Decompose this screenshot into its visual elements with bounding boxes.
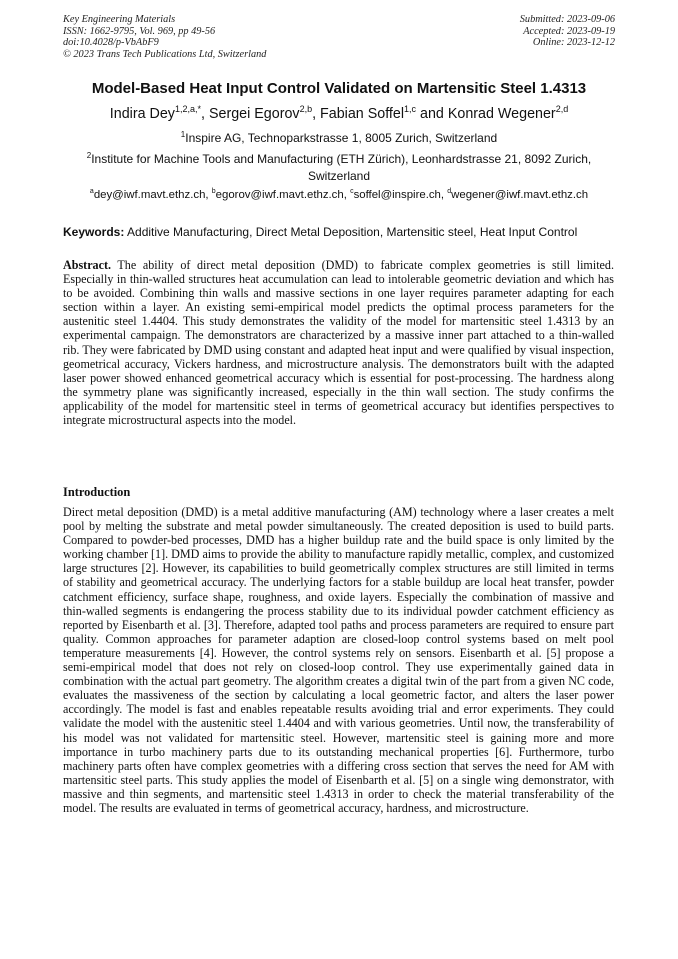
affiliation-text: Institute for Machine Tools and Manufacturing (ETH Zürich), Leonhardstrasse 21, 8092 Zurich, Switzerland [91, 152, 592, 183]
copyright-line: © 2023 Trans Tech Publications Ltd, Switzerland [63, 48, 267, 60]
author-affiliation-marker: 2,b [299, 104, 313, 115]
abstract-text: The ability of direct metal deposition (DMD) to fabricate complex geometries is still limited. Especially in thin-walled structures heat accumulation can lead to intolerable geometric deviation and which has to be avoided. Combining thin walls and massive sections in one layer requires parameter adapting for each section within a layer. An existing semi-empirical model predicts the optimal process parameters for the austenitic steel 1.4404. This study demonstrates the validity of the model for martensitic steel 1.4313 by an experimental campaign. The demonstrators are characterized by a massive inner part attached to a thin-walled rib. They were fabricated by DMD using constant and adapted heat input and were qualified by visual inspection, geometrical accuracy, Vickers hardness, and microstructure analysis. The demonstrators built with the adapted laser power showed enhanced geometrical accuracy which is essential for post-processing. The hardness along the symmetry plane was significantly increased, especially in the thin wall section. The study confirms the applicability of the model for martensitic steel in terms of geometrical accuracy but identifies perspectives to integrate microstructural aspects into the model. [63, 258, 614, 428]
submitted-date: Submitted: 2023-09-06 [519, 14, 615, 25]
paper-title: Model-Based Heat Input Control Validated on Martensitic Steel 1.4313 [91, 80, 587, 97]
author-name: Fabian Soffel [320, 106, 405, 122]
affiliation-2 [63, 151, 615, 184]
email-list: $^a$dey@iwf.mavt.ethz.ch, $^b$egorov@iwf.mavt.ethz.ch, $^c$soffel@inspire.ch, $^d$wegener@iwf.mavt.ethz.ch [89, 188, 589, 201]
affiliation-text: Inspire AG, Technoparkstrasse 1, 8005 Zurich, Switzerland [185, 131, 498, 145]
author-affiliation-marker: 2,d [555, 104, 569, 115]
issn-line: ISSN: 1662-9795, Vol. 969, pp 49-56 [63, 25, 216, 37]
introduction-text: Direct metal deposition (DMD) is a metal additive manufacturing (AM) technology where a laser creates a melt pool by melting the substrate and metal powder simultaneously. The created deposition is used to build parts. Compared to powder-bed processes, DMD has a higher buildup rate and the build space is only limited by the working chamber [1]. DMD aims to provide the ability to manufacture rapidly metallic, complex, and customized large structures [2]. However, its capabilities to build geometrically complex structures are still limited in terms of stability and geometrical accuracy. The underlying factors for a stable buildup are local heat transfer, powder catchment efficiency, surface shape, roughness, and oxide layers. Especially the combination of massive and thin-walled segments is endangering the process stability due to its individual powder catchment efficiency as reported by Eisenbarth et al. [3]. Therefore, adapted tool paths and process parameters are required to ensure part quality. Common approaches for parameter adaption are closed-loop control systems based on melt pool temperature measurements [4]. However, the control systems rely on sensors. Eisenbarth et al. [5] propose a semi-empirical model that does not rely on closed-loop control. They use experimentally gained data in combination with the actual part geometry. The algorithm creates a digital twin of the part from a given NC code, evaluates the massiveness of the section by calculating a local geometric factor, and alters the laser power accordingly. The model is fast and enables repeatable results avoiding trial and error experiments. They could validate the model with the austenitic steel 1.4404 and with various geometries. Until now, the transferability of his model was not validated for martensitic steel. However, martensitic steel is gaining more and more importance in turbo machinery parts due to its outstanding mechanical properties [6]. Furthermore, turbo machinery parts often have complex geometries with a differing cross section that serves the need for AM with martensitic steel parts. This study applies the model of Eisenbarth et al. [5] on a single wing demonstrator, with massive and thin segments, and martensitic steel 1.4313 in order to check the material transferability of the model. The results are evaluated in terms of geometrical accuracy, hardness, and microstructure. [63, 505, 614, 815]
author-separator: , [201, 106, 209, 122]
author-affiliation-marker: 1,c [404, 104, 417, 115]
journal-header [63, 14, 266, 60]
email-marker: a [89, 188, 94, 196]
author-separator: , [312, 106, 321, 122]
introduction-heading: Introduction [63, 485, 131, 499]
doi-line: doi:10.4028/p-VbAbF9 [63, 37, 159, 49]
affiliation-marker: 2 [86, 151, 92, 160]
author-list [30, 104, 648, 124]
email-marker: d [447, 188, 452, 196]
keywords-text: Additive Manufacturing, Direct Metal Deposition, Martensitic steel, Heat Input Control [127, 225, 578, 239]
author-name: Sergei Egorov [208, 106, 300, 122]
affiliation-1 [40, 130, 638, 147]
keywords-label: Keywords: [63, 225, 125, 239]
author-separator: and [416, 106, 448, 122]
email-marker: b [211, 188, 216, 196]
author-name: Konrad Wegener [447, 106, 556, 122]
online-date: Online: 2023-12-12 [532, 37, 615, 49]
abstract [63, 258, 614, 427]
email-marker: c [350, 188, 354, 196]
email-address: wegener@iwf.mavt.ethz.ch [451, 189, 589, 201]
author-affiliation-marker: 1,2,a,* [174, 104, 201, 115]
author-name: Indira Dey [109, 106, 175, 122]
email-address: dey@iwf.mavt.ethz.ch [93, 189, 206, 201]
email-address: soffel@inspire.ch [353, 189, 441, 201]
accepted-date: Accepted: 2023-09-19 [523, 25, 615, 37]
abstract-label: Abstract. [63, 258, 112, 272]
affiliation-marker: 1 [180, 130, 186, 139]
journal-name: Key Engineering Materials [63, 14, 176, 25]
keywords [63, 224, 623, 240]
dates-header [520, 14, 615, 49]
email-address: egorov@iwf.mavt.ethz.ch [215, 189, 344, 201]
